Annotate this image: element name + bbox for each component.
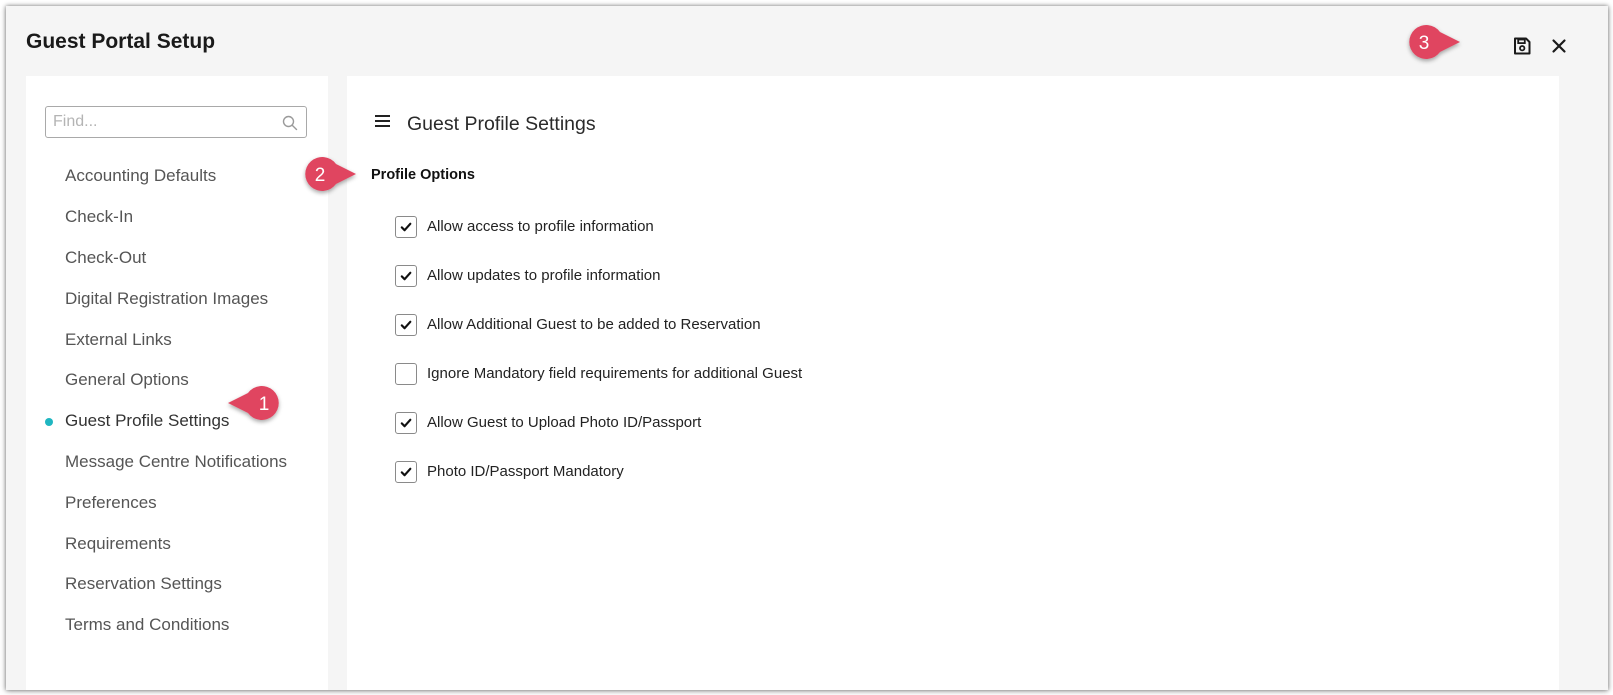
option-checkbox[interactable] bbox=[395, 265, 417, 287]
sidebar-item-check-out[interactable] bbox=[26, 238, 328, 279]
close-icon bbox=[1550, 37, 1568, 55]
search-input[interactable] bbox=[46, 107, 273, 137]
checkmark-icon bbox=[400, 221, 412, 233]
sidebar-item-label: Preferences bbox=[65, 492, 157, 512]
search-icon bbox=[282, 115, 298, 131]
option-checkbox[interactable] bbox=[395, 461, 417, 483]
sidebar-item-label: Terms and Conditions bbox=[65, 615, 230, 635]
active-indicator-dot bbox=[45, 418, 53, 426]
checkmark-icon bbox=[400, 319, 412, 331]
option-label[interactable]: Allow Additional Guest to be added to Reservation bbox=[427, 316, 761, 333]
search-box bbox=[45, 106, 307, 138]
close-button[interactable] bbox=[1547, 34, 1571, 58]
callout-3-number: 3 bbox=[1418, 33, 1430, 54]
window-title: Guest Portal Setup bbox=[26, 30, 216, 53]
option-checkbox[interactable] bbox=[395, 412, 417, 434]
option-checkbox[interactable] bbox=[395, 363, 417, 385]
save-button[interactable] bbox=[1510, 34, 1534, 58]
sidebar-item-preferences[interactable] bbox=[26, 482, 328, 523]
profile-option-row bbox=[395, 300, 802, 349]
sidebar-item-digital-registration-images[interactable] bbox=[26, 278, 328, 319]
sidebar-item-message-centre-notifications[interactable] bbox=[26, 442, 328, 483]
sidebar-item-terms-and-conditions[interactable] bbox=[26, 605, 328, 646]
sidebar-item-label: General Options bbox=[65, 370, 189, 390]
sidebar-item-label: Check-Out bbox=[65, 247, 147, 267]
callout-1 bbox=[224, 380, 290, 426]
sidebar-item-label: External Links bbox=[65, 329, 172, 349]
option-label[interactable]: Allow updates to profile information bbox=[427, 267, 661, 284]
profile-option-row bbox=[395, 251, 802, 300]
profile-option-row bbox=[395, 447, 802, 496]
sidebar-item-label: Message Centre Notifications bbox=[65, 451, 288, 471]
callout-3 bbox=[1398, 19, 1464, 65]
checkmark-icon bbox=[400, 466, 412, 478]
sidebar-item-check-in[interactable] bbox=[26, 197, 328, 238]
sidebar-item-label: Check-In bbox=[65, 207, 134, 227]
guest-portal-setup-window bbox=[6, 6, 1608, 690]
floppy-disk-icon bbox=[1512, 36, 1532, 56]
profile-option-row bbox=[395, 398, 802, 447]
sidebar-item-external-links[interactable] bbox=[26, 319, 328, 360]
sidebar-item-label: Guest Profile Settings bbox=[65, 411, 230, 431]
sidebar-item-label: Digital Registration Images bbox=[65, 288, 269, 308]
checkmark-icon bbox=[400, 270, 412, 282]
callout-1-number: 1 bbox=[258, 394, 270, 415]
sidebar-item-requirements[interactable] bbox=[26, 523, 328, 564]
sidebar-item-accounting-defaults[interactable] bbox=[26, 156, 328, 197]
callout-2-number: 2 bbox=[314, 165, 326, 186]
profile-option-row bbox=[395, 202, 802, 251]
profile-option-row bbox=[395, 349, 802, 398]
main-panel bbox=[347, 76, 1559, 690]
option-label[interactable]: Allow access to profile information bbox=[427, 218, 654, 235]
section-title: Profile Options bbox=[371, 167, 475, 183]
option-label[interactable]: Allow Guest to Upload Photo ID/Passport bbox=[427, 414, 702, 431]
sidebar-item-label: Accounting Defaults bbox=[65, 166, 217, 186]
sidebar-item-reservation-settings[interactable] bbox=[26, 564, 328, 605]
callout-2 bbox=[294, 151, 360, 197]
option-label[interactable]: Ignore Mandatory field requirements for additional Guest bbox=[427, 365, 803, 382]
option-checkbox[interactable] bbox=[395, 314, 417, 336]
sidebar-item-label: Reservation Settings bbox=[65, 574, 222, 594]
option-label[interactable]: Photo ID/Passport Mandatory bbox=[427, 463, 624, 480]
option-checkbox[interactable] bbox=[395, 216, 417, 238]
page-title: Guest Profile Settings bbox=[407, 113, 596, 135]
hamburger-menu-icon[interactable] bbox=[373, 112, 393, 130]
sidebar-item-label: Requirements bbox=[65, 533, 171, 553]
checkmark-icon bbox=[400, 417, 412, 429]
profile-options-list bbox=[395, 202, 802, 496]
